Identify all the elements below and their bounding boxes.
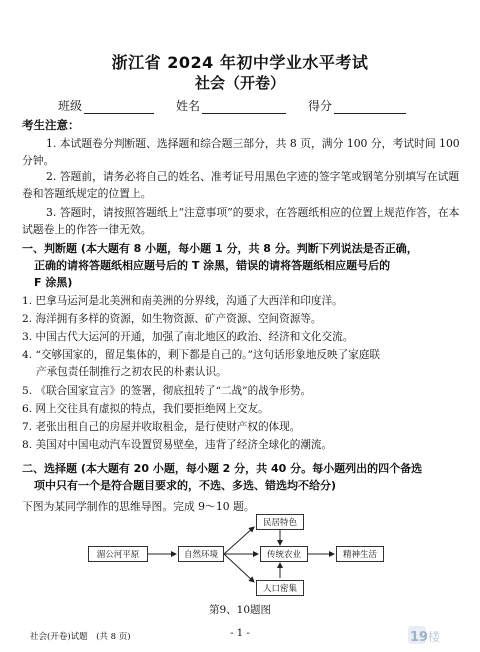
score-field[interactable]	[308, 97, 406, 114]
section1-heading-line3: F 涂黑)	[34, 276, 73, 289]
page-number: - 1 -	[230, 628, 250, 639]
question-8: 8. 美国对中国电动汽车设置贸易壁垒，违背了经济全球化的潮流。	[22, 439, 333, 451]
watermark-logo	[408, 622, 452, 652]
score-label: 得分	[308, 99, 333, 113]
notice-item-3: 3. 答题时，请按照答题纸上“注意事项”的要求，在答题纸相应的位置上规范作答，在本试题卷上的作答一律无效。	[22, 206, 460, 236]
section1-heading-line1: 一、判断题 (本大题有 8 小题，每小题 1 分，共 8 分。判断下列说法是否正确，	[22, 242, 418, 255]
question-4-line2: 产承包责任制推行之初农民的朴素认识。	[36, 366, 227, 378]
watermark-icon	[408, 622, 452, 648]
question-5: 5. 《联合国家宣言》的签署，彻底扭转了“二战”的战争形势。	[22, 385, 312, 397]
notice-item-2: 2. 答题前，请务必将自己的姓名、准考证号用黑色字迹的签字笔或钢笔分别填写在试题卷和答题纸规定的位置上。	[22, 170, 460, 200]
figure-caption: 第9、10题图	[208, 604, 272, 616]
exam-subtitle: 社会（开卷）	[194, 74, 285, 92]
node-mekong-plain: 湄公河平原	[88, 546, 148, 562]
node-dense-population: 人口密集	[256, 580, 304, 596]
name-label: 姓名	[176, 99, 201, 113]
section2-heading-line2: 项中只有一个是符合题目要求的，不选、多选、错选均不给分)	[34, 479, 337, 492]
class-blank[interactable]	[84, 101, 154, 114]
exam-title: 浙江省 2024 年初中学业水平考试	[111, 53, 369, 72]
class-field[interactable]	[58, 97, 176, 114]
section1-heading	[22, 240, 462, 291]
class-label: 班级	[58, 99, 83, 113]
footer-exam-info: 社会(开卷)试题 (共 8 页)	[30, 632, 131, 642]
student-info-row	[58, 96, 438, 114]
score-blank[interactable]	[334, 101, 406, 114]
question-1: 1. 巴拿马运河是北美洲和南美洲的分界线，沟通了大西洋和印度洋。	[22, 295, 343, 307]
section2-heading	[22, 460, 462, 494]
node-traditional-agriculture: 传统农业	[260, 546, 308, 562]
section2-heading-line1: 二、选择题 (本大题有 20 小题，每小题 2 分，共 40 分。每小题列出的四个备选	[22, 462, 423, 475]
diagram-intro: 下图为某同学制作的思维导图。完成 9～10 题。	[22, 500, 255, 513]
question-4	[22, 347, 462, 381]
question-2: 2. 海洋拥有多样的资源，如生物资源、矿产资源、空间资源等。	[22, 313, 322, 325]
question-7: 7. 老张出租自己的房屋并收取租金，是行使财产权的体现。	[22, 421, 301, 433]
mind-map	[88, 512, 398, 602]
node-spiritual-life: 精神生活	[336, 546, 384, 562]
svg-text:19: 19	[410, 630, 429, 645]
svg-text:楼: 楼	[428, 630, 441, 644]
node-natural-environment: 自然环境	[178, 546, 224, 562]
notice-item-1: 1. 本试题卷分判断题、选择题和综合题三部分，共 8 页，满分 100 分，考试时间 100 分钟。	[22, 137, 460, 167]
name-field[interactable]	[176, 97, 308, 114]
node-dwelling-features: 民居特色	[256, 514, 304, 530]
question-6: 6. 网上交往具有虚拟的特点，我们要拒绝网上交友。	[22, 403, 269, 415]
name-blank[interactable]	[202, 101, 286, 114]
question-4-line1: 4. “交够国家的，留足集体的，剩下都是自己的。”这句话形象地反映了家庭联	[22, 349, 381, 361]
notice-heading: 考生注意：	[22, 118, 80, 132]
question-3: 3. 中国古代大运河的开通，加强了南北地区的政治、经济和文化交流。	[22, 331, 354, 343]
section1-heading-line2: 正确的请将答题纸相应题号后的 T 涂黑，错误的请将答题纸相应题号后的	[34, 259, 391, 272]
